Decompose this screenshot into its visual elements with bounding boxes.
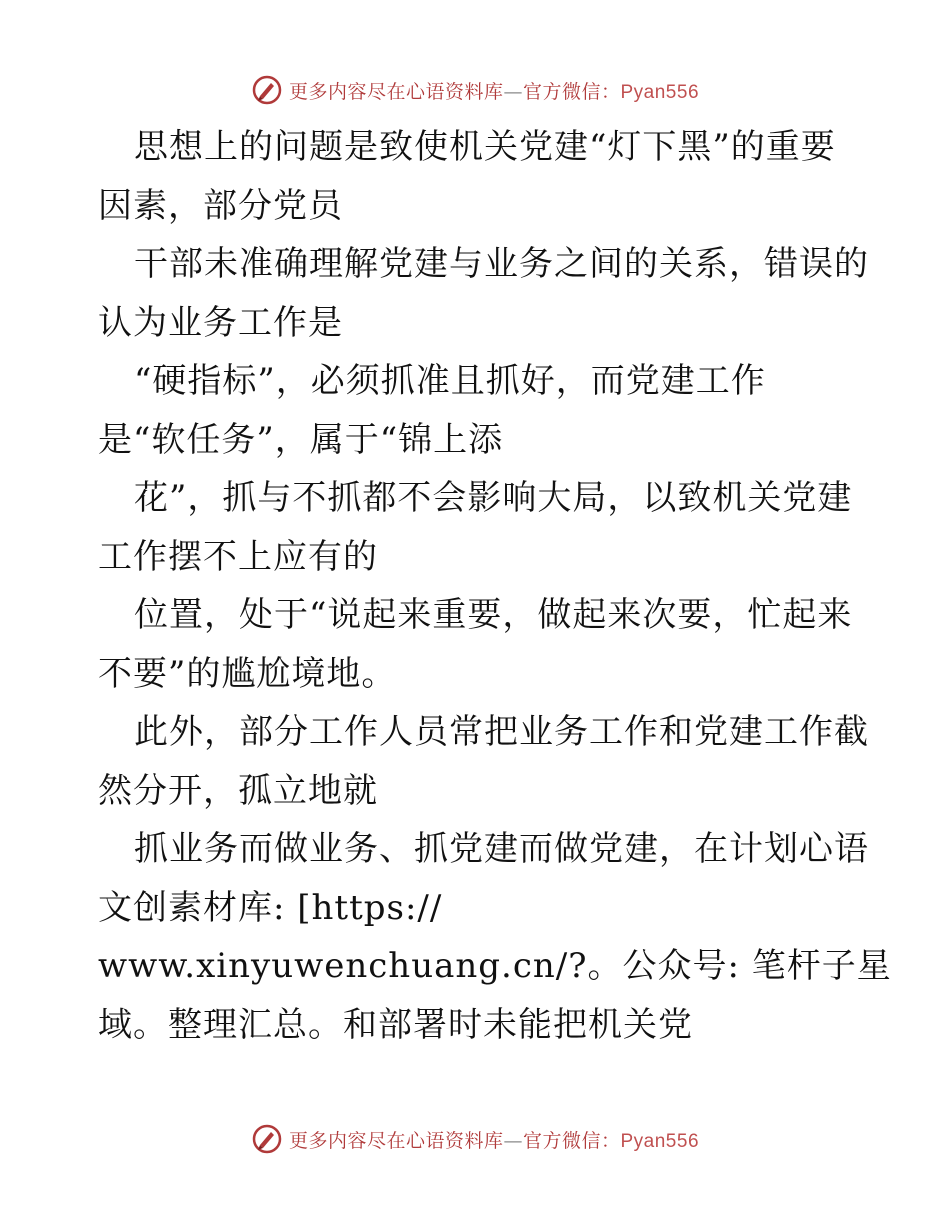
banner-main-text: 更多内容尽在心语资料库 — [288, 1129, 504, 1152]
banner-wechat-label: 官方微信： — [522, 80, 621, 103]
text-line: 认为业务工作是 — [98, 302, 343, 343]
brush-logo-icon — [251, 74, 283, 106]
text-line: 工作摆不上应有的 — [98, 536, 378, 577]
text-line: “硬指标”，必须抓准且抓好，而党建工作 — [134, 361, 766, 401]
text-line: www.xinyuwenchuang.cn/?。公众号: 笔杆子星 — [98, 946, 892, 986]
text-line: 因素，部分党员 — [98, 185, 343, 226]
text-line: 然分开，孤立地就 — [98, 770, 378, 811]
banner-wechat-id: Pyan556 — [620, 1130, 700, 1152]
text-line: 域。整理汇总。和部署时未能把机关党 — [98, 1004, 693, 1045]
text-line: 思想上的问题是致使机关党建“灯下黑”的重要 — [134, 127, 836, 167]
footer-banner — [0, 1119, 950, 1159]
document-body — [98, 118, 892, 1054]
text-line: 不要”的尴尬境地。 — [98, 653, 397, 694]
brush-logo-icon — [251, 1123, 283, 1155]
text-line: 位置，处于“说起来重要，做起来次要，忙起来 — [134, 595, 853, 635]
text-line: 抓业务而做业务、抓党建而做党建，在计划心语 — [134, 829, 869, 869]
banner-separator: — — [503, 1129, 523, 1152]
text-line: 是“软任务”，属于“锦上添 — [98, 419, 504, 460]
text-line: 花”，抓与不抓都不会影响大局，以致机关党建 — [134, 478, 853, 518]
text-line: 此外，部分工作人员常把业务工作和党建工作截 — [134, 712, 869, 752]
banner-main-text: 更多内容尽在心语资料库 — [288, 80, 504, 103]
banner-wechat-id: Pyan556 — [620, 81, 700, 103]
text-line: 文创素材库: [https:// — [98, 887, 443, 928]
banner-caption — [289, 1126, 699, 1153]
banner-caption — [289, 77, 699, 104]
text-line: 干部未准确理解党建与业务之间的关系，错误的 — [134, 244, 869, 284]
banner-wechat-label: 官方微信： — [522, 1129, 621, 1152]
header-banner — [0, 70, 950, 110]
banner-separator: — — [503, 80, 523, 103]
